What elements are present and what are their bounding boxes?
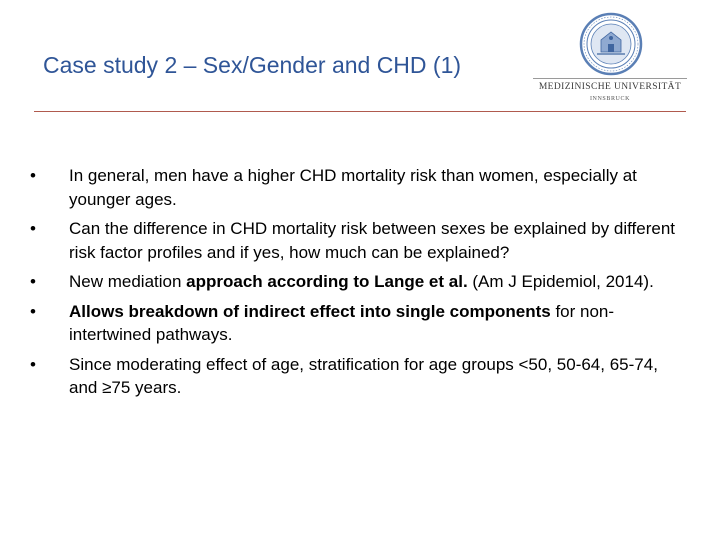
bullet-marker: • [30,219,36,238]
bullet-text: New mediation [69,272,187,291]
university-logo [525,0,695,110]
bullet-text: Since moderating effect of age, stratification for age groups <50, 50-64, 65-74, and ≥75 years. [69,354,658,397]
bullet-text: for non-intertwined pathways. [69,301,615,344]
bullet-item [28,270,688,294]
bullet-item [28,164,688,211]
bullet-marker: • [30,354,36,374]
logo-city: INNSBRUCK [589,96,631,102]
bullet-marker: • [30,301,36,321]
university-seal-icon [579,12,643,76]
bullet-text: Can the difference in CHD mortality risk between sexes be explained by different risk factor profiles and if yes, how much can be explained? [69,219,676,262]
title-divider [34,111,686,112]
bullet-item [28,353,688,400]
bullet-item [28,217,688,264]
bullet-text: In general, men have a higher CHD mortality risk than women, especially at younger ages. [69,166,637,209]
bullet-marker: • [30,272,36,291]
bullet-bold-text: approach according to Lange et al. [186,272,468,291]
bullet-marker: • [30,166,36,185]
bullet-bold-text: Allows breakdown of indirect effect into single components [69,301,551,321]
bullet-list [28,164,688,406]
bullet-item [28,300,688,347]
logo-divider [533,78,687,79]
slide-title: Case study 2 – Sex/Gender and CHD (1) [43,52,462,78]
bullet-text: (Am J Epidemiol, 2014). [467,272,654,291]
logo-university-name: MEDIZINISCHE UNIVERSITÄT [538,82,682,92]
